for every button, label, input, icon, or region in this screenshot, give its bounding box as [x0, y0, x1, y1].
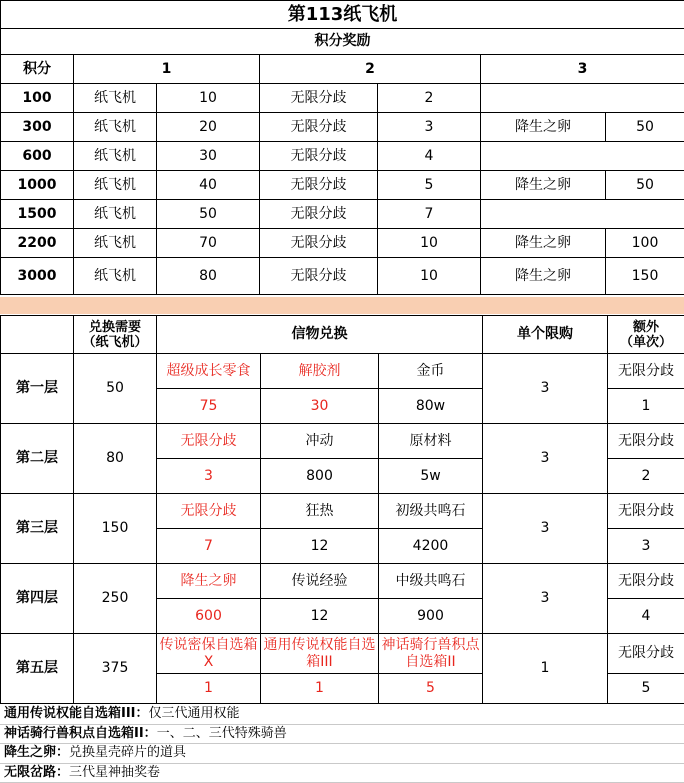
extra-qty: 4 [608, 599, 684, 634]
item-b-qty: 800 [261, 459, 379, 494]
reward-qty-cell: 50 [157, 200, 260, 229]
note-line [0, 764, 684, 783]
tier-cost: 375 [74, 634, 157, 704]
extra-item: 无限分歧 [608, 634, 684, 674]
col-points-header: 积分 [1, 55, 74, 84]
reward-item-cell: 无限分歧 [260, 200, 378, 229]
col-1-header: 1 [74, 55, 260, 84]
extra-header [608, 316, 684, 354]
reward-qty-cell: 3 [378, 113, 481, 142]
extra-item: 无限分歧 [608, 494, 684, 529]
items-header: 信物兑换 [157, 316, 483, 354]
reward-qty-cell: 50 [606, 113, 684, 142]
cost-header-line1: 兑换需要 [74, 320, 156, 335]
reward-item-cell: 降生之卵 [481, 171, 606, 200]
points-reward-table [0, 0, 684, 295]
note-value: 仅三代通用权能 [149, 706, 240, 721]
reward-qty-cell: 10 [157, 84, 260, 113]
reward-empty-cell [481, 84, 684, 113]
reward-item-cell: 纸飞机 [74, 142, 157, 171]
tier-name: 第一层 [1, 354, 74, 424]
item-b-name: 解胶剂 [261, 354, 379, 389]
points-cell: 2200 [1, 229, 74, 258]
reward-qty-cell: 4 [378, 142, 481, 171]
note-value: 一、二、三代特殊骑兽 [157, 726, 287, 741]
item-c-qty: 80w [379, 389, 483, 424]
item-a-qty: 1 [157, 674, 261, 704]
item-a-qty: 600 [157, 599, 261, 634]
reward-qty-cell: 30 [157, 142, 260, 171]
reward-qty-cell: 7 [378, 200, 481, 229]
tier-limit: 3 [483, 564, 608, 634]
tier-cost: 150 [74, 494, 157, 564]
reward-item-cell: 纸飞机 [74, 84, 157, 113]
reward-item-cell: 降生之卵 [481, 258, 606, 295]
reward-qty-cell: 70 [157, 229, 260, 258]
item-b-qty: 1 [261, 674, 379, 704]
points-cell: 1500 [1, 200, 74, 229]
item-a-qty: 75 [157, 389, 261, 424]
reward-item-cell: 无限分歧 [260, 171, 378, 200]
tier-cost: 250 [74, 564, 157, 634]
table-row [1, 354, 684, 389]
tier-name: 第二层 [1, 424, 74, 494]
extra-qty: 1 [608, 389, 684, 424]
reward-item-cell: 降生之卵 [481, 113, 606, 142]
reward-qty-cell: 10 [378, 258, 481, 295]
item-b-name: 狂热 [261, 494, 379, 529]
note-line [0, 705, 684, 725]
reward-item-cell: 纸飞机 [74, 229, 157, 258]
item-b-name: 传说经验 [261, 564, 379, 599]
reward-qty-cell: 100 [606, 229, 684, 258]
item-c-qty: 900 [379, 599, 483, 634]
reward-item-cell: 无限分歧 [260, 113, 378, 142]
extra-header-line2: （单次） [608, 335, 684, 350]
reward-empty-cell [481, 142, 684, 171]
extra-header-line1: 额外 [608, 320, 684, 335]
reward-item-cell: 纸飞机 [74, 200, 157, 229]
tier-name: 第三层 [1, 494, 74, 564]
points-cell: 600 [1, 142, 74, 171]
note-key: 通用传说权能自选箱III： [4, 706, 149, 721]
col-3-header: 3 [481, 55, 684, 84]
points-cell: 1000 [1, 171, 74, 200]
reward-item-cell: 纸飞机 [74, 258, 157, 295]
table-row [1, 171, 684, 200]
extra-qty: 2 [608, 459, 684, 494]
table-row [1, 142, 684, 171]
note-line [0, 725, 684, 745]
reward-item-cell: 无限分歧 [260, 258, 378, 295]
item-a-qty: 7 [157, 529, 261, 564]
reward-item-cell: 纸飞机 [74, 171, 157, 200]
item-c-name: 中级共鸣石 [379, 564, 483, 599]
reward-qty-cell: 5 [378, 171, 481, 200]
points-cell: 100 [1, 84, 74, 113]
extra-item: 无限分歧 [608, 424, 684, 459]
note-key: 神话骑行兽积点自选箱II： [4, 726, 157, 741]
reward-qty-cell: 20 [157, 113, 260, 142]
limit-header: 单个限购 [483, 316, 608, 354]
table-row [1, 634, 684, 674]
note-key: 无限岔路： [4, 765, 69, 780]
notes-section [0, 705, 684, 783]
item-b-name: 通用传说权能自选箱III [261, 634, 379, 674]
note-line [0, 744, 684, 764]
item-b-qty: 12 [261, 529, 379, 564]
tier-limit: 3 [483, 494, 608, 564]
item-c-name: 神话骑行兽积点自选箱II [379, 634, 483, 674]
reward-empty-cell [481, 200, 684, 229]
item-c-qty: 4200 [379, 529, 483, 564]
item-c-name: 金币 [379, 354, 483, 389]
reward-qty-cell: 2 [378, 84, 481, 113]
reward-item-cell: 无限分歧 [260, 229, 378, 258]
table-row [1, 424, 684, 459]
item-a-name: 传说密保自选箱X [157, 634, 261, 674]
table-row [1, 84, 684, 113]
item-a-name: 无限分歧 [157, 424, 261, 459]
reward-qty-cell: 40 [157, 171, 260, 200]
item-c-qty: 5w [379, 459, 483, 494]
tier-limit: 1 [483, 634, 608, 704]
section-separator [0, 297, 684, 314]
rewards-header: 积分奖励 [1, 29, 684, 55]
item-b-qty: 30 [261, 389, 379, 424]
tier-cost: 80 [74, 424, 157, 494]
reward-item-cell: 纸飞机 [74, 113, 157, 142]
table-row [1, 229, 684, 258]
reward-qty-cell: 150 [606, 258, 684, 295]
note-value: 三代星神抽奖卷 [69, 765, 160, 780]
cost-header-line2: （纸飞机） [74, 335, 156, 350]
points-cell: 3000 [1, 258, 74, 295]
cost-header [74, 316, 157, 354]
item-c-qty: 5 [379, 674, 483, 704]
extra-qty: 5 [608, 674, 684, 704]
table-row [1, 113, 684, 142]
extra-item: 无限分歧 [608, 354, 684, 389]
item-c-name: 原材料 [379, 424, 483, 459]
extra-qty: 3 [608, 529, 684, 564]
tier-cost: 50 [74, 354, 157, 424]
reward-qty-cell: 10 [378, 229, 481, 258]
item-a-name: 超级成长零食 [157, 354, 261, 389]
item-a-name: 无限分歧 [157, 494, 261, 529]
reward-item-cell: 无限分歧 [260, 142, 378, 171]
reward-qty-cell: 80 [157, 258, 260, 295]
tier-limit: 3 [483, 354, 608, 424]
col-2-header: 2 [260, 55, 481, 84]
table-row [1, 564, 684, 599]
tier-name: 第五层 [1, 634, 74, 704]
reward-item-cell: 无限分歧 [260, 84, 378, 113]
exchange-table [0, 315, 684, 704]
item-a-name: 降生之卵 [157, 564, 261, 599]
extra-item: 无限分歧 [608, 564, 684, 599]
note-value: 兑换星壳碎片的道具 [69, 745, 186, 760]
reward-qty-cell: 50 [606, 171, 684, 200]
tier-limit: 3 [483, 424, 608, 494]
tier-name: 第四层 [1, 564, 74, 634]
table-row [1, 258, 684, 295]
item-b-name: 冲动 [261, 424, 379, 459]
item-b-qty: 12 [261, 599, 379, 634]
points-cell: 300 [1, 113, 74, 142]
note-key: 降生之卵： [4, 745, 69, 760]
page-title: 第113纸飞机 [1, 1, 684, 29]
table-row [1, 494, 684, 529]
reward-item-cell: 降生之卵 [481, 229, 606, 258]
table-row [1, 200, 684, 229]
item-a-qty: 3 [157, 459, 261, 494]
item-c-name: 初级共鸣石 [379, 494, 483, 529]
exchange-corner [1, 316, 74, 354]
